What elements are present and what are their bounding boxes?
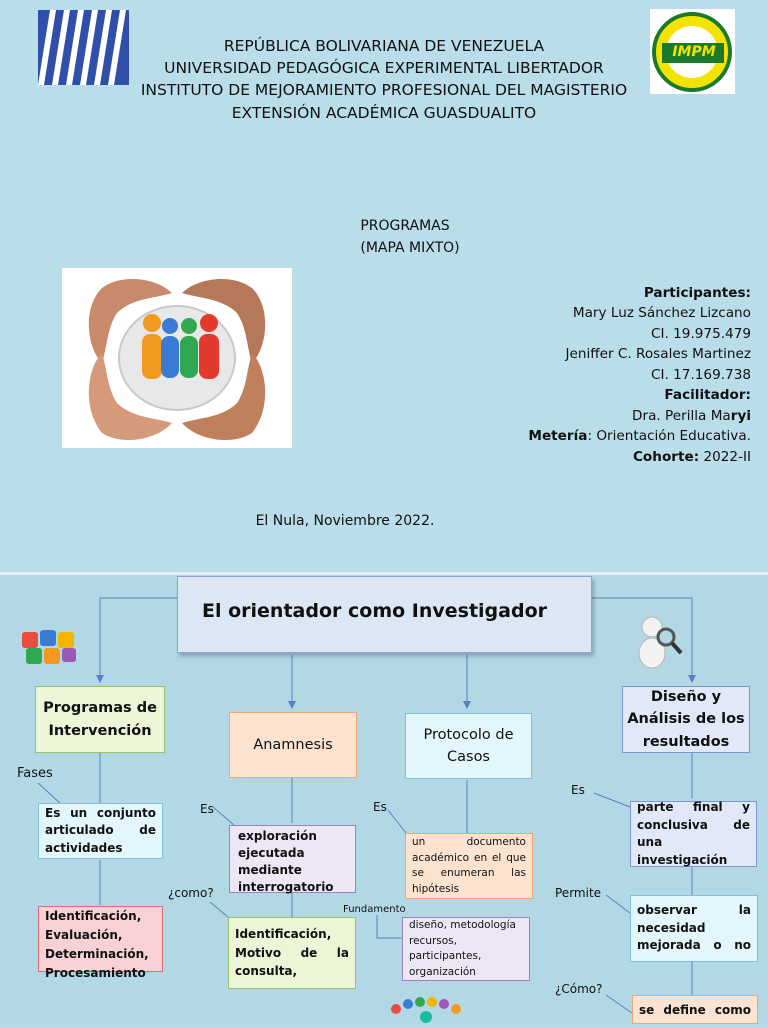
node-anamnesis-label: Anamnesis: [253, 737, 333, 753]
cohort-line: Cohorte: 2022-II: [632, 449, 751, 465]
node-diseno: [622, 686, 750, 753]
label-fundamento: Fundamento: [343, 904, 406, 915]
institution-line-2: UNIVERSIDAD PEDAGÓGICA EXPERIMENTAL LIBERTADOR: [164, 59, 604, 77]
phase-4: Procesamiento: [45, 966, 146, 980]
hands-group-image: [62, 268, 292, 448]
root-node-label: El orientador como Investigador: [202, 599, 547, 622]
magnifier-person-icon: [632, 613, 684, 671]
node-programas: [35, 686, 165, 753]
node-programas-label: Programas de Intervención: [43, 699, 157, 739]
diseno-permite: [630, 895, 758, 962]
node-protocolo: [405, 713, 532, 779]
institution-line-3: INSTITUTO DE MEJORAMIENTO PROFESIONAL DEL MAGISTERIO: [140, 81, 628, 99]
label-como-diseno: ¿Cómo?: [555, 982, 603, 996]
node-diseno-label: Diseño y Análisis de los resultados: [627, 688, 745, 750]
protocolo-fundamento-text: diseño, metodología recursos, participantes, organización: [409, 919, 516, 978]
programas-definition: [38, 803, 163, 859]
participant-1-id: CI. 19.975.479: [651, 326, 751, 342]
document-title: PROGRAMAS: [360, 218, 450, 234]
subject-line: Metería: Orientación Educativa.: [528, 428, 751, 444]
participant-2-id: CI. 17.169.738: [651, 367, 751, 383]
phase-2: Evaluación,: [45, 928, 123, 942]
institution-line-1: REPÚBLICA BOLIVARIANA DE VENEZUELA: [223, 37, 545, 55]
label-es-anamnesis: Es: [200, 802, 214, 816]
institution-line-4: EXTENSIÓN ACADÉMICA GUASDUALITO: [231, 104, 537, 122]
facilitator-name: Dra. Perilla Maryi: [632, 408, 751, 424]
programas-definition-text: Es un conjunto articulado de actividades: [45, 805, 156, 855]
label-fases: Fases: [17, 766, 53, 781]
protocolo-definition: [405, 833, 533, 899]
node-protocolo-label: Protocolo de Casos: [423, 727, 514, 765]
label-es-protocolo: Es: [373, 800, 387, 814]
facilitator-heading: Facilitador:: [664, 387, 751, 403]
diseno-como-text: se define como: [639, 1003, 751, 1017]
diseno-permite-text: observar la necesidad mejorada o no: [637, 903, 751, 953]
root-node: [177, 576, 592, 653]
place-date: El Nula, Noviembre 2022.: [255, 513, 435, 529]
anamnesis-como-text: Identificación, Motivo de la consulta,: [235, 927, 349, 979]
participant-2-name: Jeniffer C. Rosales Martinez: [565, 346, 751, 362]
protocolo-definition-text: un documento académico en el que se enumeran las hipótesis: [412, 836, 526, 895]
document-subtitle: (MAPA MIXTO): [360, 240, 460, 256]
impm-logo-text: IMPM: [672, 44, 716, 60]
puzzle-icon: [16, 624, 82, 668]
protocolo-fundamento: [402, 917, 530, 981]
diseno-como: [632, 995, 758, 1024]
label-como: ¿como?: [168, 886, 214, 900]
participant-1-name: Mary Luz Sánchez Lizcano: [572, 305, 751, 321]
anamnesis-definition: [229, 825, 356, 893]
diseno-definition: [630, 801, 757, 867]
anamnesis-como: [228, 917, 356, 989]
programas-phases: [38, 906, 163, 980]
phase-1: Identificación,: [45, 909, 142, 923]
phase-3: Determinación,: [45, 947, 149, 961]
node-anamnesis: [229, 712, 357, 778]
anamnesis-definition-text: exploración ejecutada mediante interrogatorio: [238, 829, 334, 894]
participants-heading: Participantes:: [643, 285, 751, 301]
diseno-definition-text: parte final y conclusiva de una investigación: [637, 800, 750, 867]
label-es-diseno: Es: [571, 783, 585, 797]
community-icon: [386, 995, 466, 1024]
label-permite: Permite: [555, 886, 602, 900]
